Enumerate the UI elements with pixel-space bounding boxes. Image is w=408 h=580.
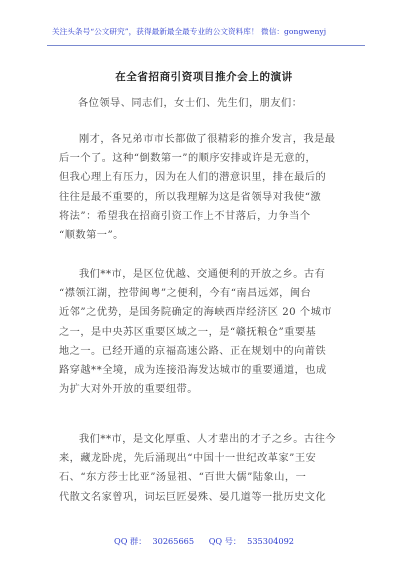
paragraph-line: 但我心理上有压力，因为在人们的潜意识里，排在最后的 (59, 172, 327, 184)
qq-account-number: 535304092 (247, 536, 294, 546)
paragraph-line: 来，藏龙卧虎，先后涌现出“中国十一世纪改革家”王安 (59, 453, 317, 465)
paragraph-2 (59, 265, 349, 399)
paragraph-line: 之一，是中央苏区重要区域之一，是“赣抚粮仓”重要基 (59, 326, 317, 338)
paragraph-line: “顺数第一”。 (59, 230, 124, 242)
qq-account-label: QQ 号： (208, 536, 242, 546)
greeting-paragraph (78, 94, 368, 113)
paragraph-line: 我们**市，是区位优越、交通便利的开放之乡。古有 (79, 269, 326, 280)
paragraph-line: “襟领江湖，控带闽粤”之便利，今有“南昌远郊，闽台 (59, 288, 312, 300)
paragraph-line: 后一个了。这种“倒数第一”的顺序安排或许是无意的， (59, 153, 317, 165)
qq-group-number: 30265665 (152, 536, 195, 546)
paragraph-line: 近邻”之优势，是国务院确定的海峡西岸经济区 20 个城市 (59, 307, 332, 319)
paragraph-line: 为扩大对外开放的重要纽带。 (59, 384, 198, 396)
paragraph-line: 我们**市，是文化厚重、人才辈出的才子之乡。古往今 (79, 434, 336, 445)
paragraph-line: 刚才，各兄弟市市长都做了很精彩的推介发言，我是最 (79, 134, 336, 145)
header-banner: 关注头条号“公文研究”，获得最新最全最专业的公文资料库！ 微信：gongwenyj (52, 27, 327, 36)
header-divider (47, 45, 365, 46)
paragraph-line: 往往是最不重要的，所以我理解为这是省领导对我使“激 (59, 191, 322, 203)
paragraph-line: 地之一。已经开通的京福高速公路、正在规划中的向莆铁 (59, 345, 327, 357)
qq-group-label: QQ 群： (114, 536, 147, 546)
paragraph-line: 路穿越**全境，成为连接沿海发达城市的重要通道，也成 (59, 365, 327, 377)
paragraph-line: 石、“东方莎士比亚”汤显祖、“百世大儒”陆象山，一 (59, 472, 307, 484)
qq-group (111, 536, 197, 546)
paragraph-1 (59, 130, 349, 245)
paragraph-line: 代散文名家曾巩，词坛巨匠晏殊、晏几道等一批历史文化 (59, 491, 327, 503)
paragraph-3 (59, 430, 349, 507)
page-footer (0, 536, 408, 547)
paragraph-line: 将法”：希望我在招商引资工作上不甘落后，力争当个 (59, 210, 311, 222)
greeting-line: 各位领导、同志们，女士们、先生们，朋友们： (78, 98, 303, 109)
qq-account (206, 536, 297, 546)
document-title: 在全省招商引资项目推介会上的演讲 (115, 71, 293, 83)
